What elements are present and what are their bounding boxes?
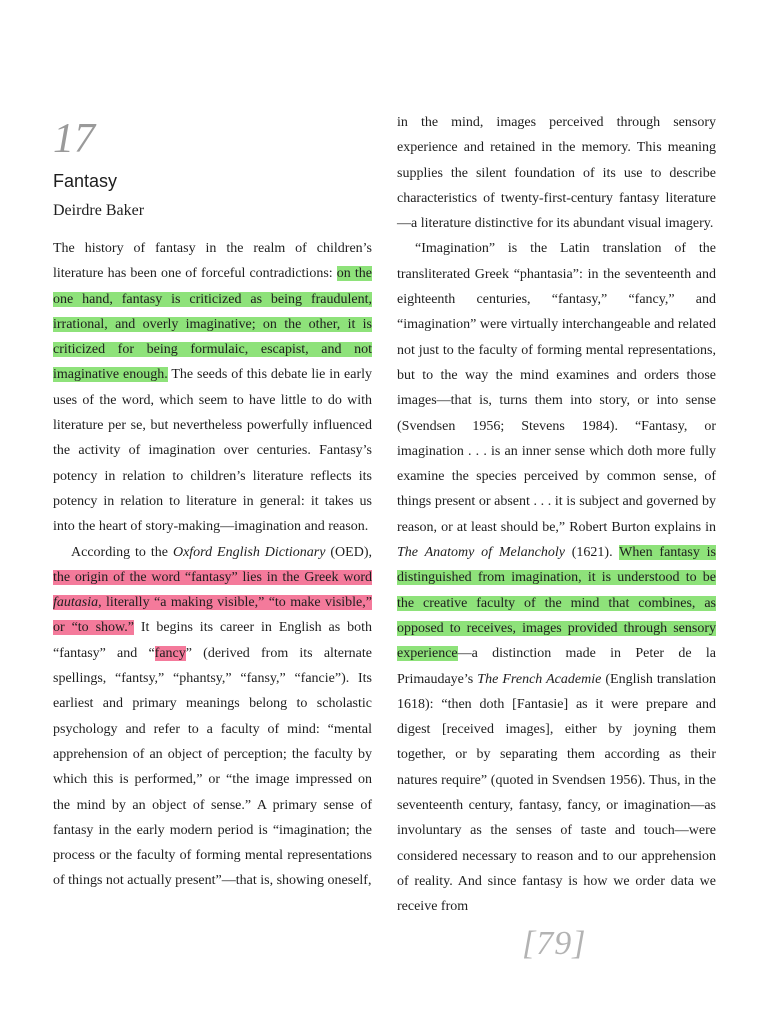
paragraph-2 bbox=[53, 540, 372, 894]
pink-highlight-fancy: fancy bbox=[154, 645, 186, 661]
paragraph-text: (OED), bbox=[325, 544, 372, 560]
paragraph-text: According to the bbox=[71, 544, 173, 560]
paragraph-text: (English translation 1618): “then doth [Fantasie] as it were prepare and digest [received images], either by joyning them together, or by separating them according as their natures require” (quoted in Svendsen 1956). Thus, in the seventeenth century, fantasy, fancy, or imagination—as involuntary as the senses of taste and touch—were considered necessary to reason and to our apprehension of reality. And since fantasy is how we order data we receive from bbox=[397, 671, 716, 915]
chapter-number: 17 bbox=[53, 116, 95, 162]
paragraph-1 bbox=[53, 236, 372, 540]
chapter-title: Fantasy bbox=[53, 171, 118, 191]
paragraph-text: The seeds of this debate lie in early uses of the word, which seem to have little to do with literature per se, but nevertheless powerfully influenced the activity of imagination over centuries. Fantasy’s potency in relation to children’s literature reflects its potency in relation to literature in general: it takes us into the heart of story-making—imagination and reason. bbox=[53, 367, 372, 535]
left-column bbox=[53, 236, 372, 894]
chapter-author: Deirdre Baker bbox=[53, 202, 145, 219]
green-highlight: on the one hand, fantasy is criticized as being fraudulent, irrational, and overly imaginative; on the other, it is criticized for being formulaic, escapist, and not imaginative enough. bbox=[53, 266, 372, 383]
page-number: [79] bbox=[522, 925, 587, 962]
italic-title: The Anatomy of Melancholy bbox=[397, 545, 565, 561]
paragraph-4 bbox=[397, 236, 716, 919]
pink-highlight-italic: fautasia bbox=[53, 595, 99, 611]
right-column bbox=[397, 110, 716, 920]
pink-highlight: , literally “a making visible,” “to make visible,” or “to show.” bbox=[53, 595, 372, 636]
paragraph-text: The history of fantasy in the realm of children’s literature has been one of forceful contradictions: bbox=[53, 241, 372, 282]
paragraph-text: (1621). bbox=[564, 545, 620, 561]
italic-title: The French Academie bbox=[477, 671, 602, 687]
italic-title: Oxford English Dictionary bbox=[172, 544, 326, 560]
paragraph-text: “Imagination” is the Latin translation of the transliterated Greek “phantasia”: in the seventeenth and eighteenth centuries, “fantasy,” “fancy,” and “imagination” were virtually interchangeable and related not just to the faculty of forming mental representations, but to the way the mind examines and orders those images—that is, turns them into story, or into sense (Svendsen 1956; Stevens 1984). “Fantasy, or imagination . . . is an inner sense which doth more fully examine the species perceived by common sense, of things present or absent . . . it is subject and governed by reason, or at least should be,” Robert Burton explains in bbox=[397, 241, 716, 535]
paragraph-text: ” (derived from its alternate spellings, “fantsy,” “phantsy,” “fansy,” “fancie”). Its earliest and primary meanings belong to scholastic psychology and refer to a faculty of mind: “mental apprehension of an object of perception; the faculty by which this is performed,” or “the image impressed on the mind by an object of sense.” A primary sense of fantasy in the early modern period is “imagination; the process or the faculty of forming mental representations of things not actually present”—that is, showing oneself, bbox=[53, 645, 372, 889]
green-highlight: When fantasy is distinguished from imagination, it is understood to be the creative faculty of the mind that combines, as opposed to receives, images provided through sensory experience bbox=[397, 545, 716, 662]
paragraph-text: It begins its career in English as both “fantasy” and “ bbox=[53, 620, 373, 661]
paragraph-3: in the mind, images perceived through sensory experience and retained in the memory. This meaning supplies the silent foundation of its use to describe characteristics of twenty-first-century fantasy literature—a literature distinctive for its abundant visual imagery. bbox=[397, 115, 716, 232]
paragraph-text: —a distinction made in Peter de la Primaudaye’s bbox=[397, 646, 716, 687]
pink-highlight: the origin of the word “fantasy” lies in the Greek word bbox=[53, 569, 372, 585]
